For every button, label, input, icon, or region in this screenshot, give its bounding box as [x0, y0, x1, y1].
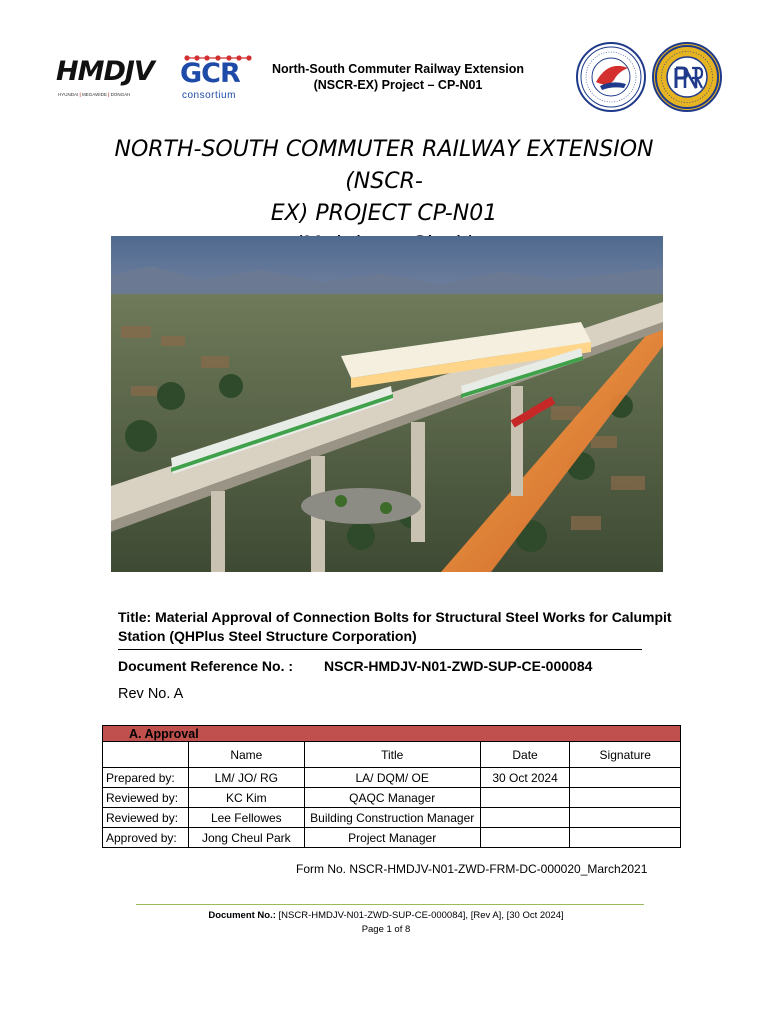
column-header-date: Date: [480, 742, 570, 768]
approval-table: [102, 725, 681, 848]
partner-dongah: DONGAH: [110, 92, 131, 97]
approval-section-header: [103, 726, 681, 742]
hmdjv-logo: HMDJV: [56, 56, 154, 87]
row-signature: [570, 808, 681, 828]
document-reference-label: Document Reference No. :: [118, 658, 294, 674]
row-role: Reviewed by:: [103, 808, 189, 828]
row-role: Reviewed by:: [103, 788, 189, 808]
gcr-subtext: consortium: [182, 90, 236, 101]
pnr-seal-icon: [652, 42, 722, 112]
row-title: QAQC Manager: [304, 788, 480, 808]
header-project-title: [250, 61, 546, 93]
row-title: Building Construction Manager: [304, 808, 480, 828]
row-date: [480, 828, 570, 848]
column-header-signature: Signature: [570, 742, 681, 768]
row-signature: [570, 828, 681, 848]
gcr-wordmark: GCR: [180, 58, 240, 89]
title-divider: [118, 649, 642, 650]
table-row: [103, 788, 681, 808]
row-title: LA/ DQM/ OE: [304, 768, 480, 788]
row-date: [480, 808, 570, 828]
page-number: Page 1 of 8: [361, 924, 411, 935]
main-title-line2: EX) PROJECT CP-N01: [270, 201, 498, 226]
document-reference: [118, 658, 678, 674]
station-rendering-graphic: [111, 236, 663, 572]
row-role: Approved by:: [103, 828, 189, 848]
row-name: Lee Fellowes: [188, 808, 304, 828]
row-name: LM/ JO/ RG: [188, 768, 304, 788]
row-name: KC Kim: [188, 788, 304, 808]
document-reference-value: NSCR-HMDJV-N01-ZWD-SUP-CE-000084: [324, 658, 593, 674]
form-number: Form No. NSCR-HMDJV-N01-ZWD-FRM-DC-000020_March2021: [296, 862, 648, 876]
document-title: Title: Material Approval of Connection Bolts for Structural Steel Works for Calumpit Station (QHPlus Steel Structure Corporation): [118, 609, 672, 644]
table-row: [103, 828, 681, 848]
row-signature: [570, 768, 681, 788]
column-header-role: [103, 742, 189, 768]
footer-divider: [136, 904, 644, 905]
header-project-line2: (NSCR-EX) Project – CP-N01: [313, 78, 483, 92]
table-row: [103, 768, 681, 788]
table-row: [103, 808, 681, 828]
partner-megawide: MEGAWIDE: [82, 92, 107, 97]
station-rendering-image: [111, 236, 663, 572]
hmdjv-partners: HYUNDAI | MEGAWIDE | DONGAH: [58, 92, 131, 97]
partner-hyundai: HYUNDAI: [58, 92, 79, 97]
row-name: Jong Cheul Park: [188, 828, 304, 848]
gcr-logo: [180, 52, 256, 104]
row-signature: [570, 788, 681, 808]
dotr-seal-icon: [576, 42, 646, 112]
approval-column-headers: [103, 742, 681, 768]
header-project-line1: North-South Commuter Railway Extension: [271, 62, 525, 76]
row-role: Prepared by:: [103, 768, 189, 788]
main-title-line1: NORTH-SOUTH COMMUTER RAILWAY EXTENSION (NSCR-: [114, 137, 654, 194]
row-title: Project Manager: [304, 828, 480, 848]
footer-document-value: [NSCR-HMDJV-N01-ZWD-SUP-CE-000084], [Rev A], [30 Oct 2024]: [275, 910, 564, 921]
footer-document-number: [136, 910, 636, 921]
revision-number: Rev No. A: [118, 686, 184, 702]
header-logos: [56, 52, 256, 104]
column-header-name: Name: [188, 742, 304, 768]
pnr-seal-graphic: [654, 44, 720, 110]
column-header-title: Title: [304, 742, 480, 768]
row-date: 30 Oct 2024: [480, 768, 570, 788]
dotr-seal-graphic: [578, 44, 644, 110]
approval-section-label: A. Approval: [103, 726, 681, 742]
row-date: [480, 788, 570, 808]
footer-document-label: Document No.:: [208, 910, 276, 921]
